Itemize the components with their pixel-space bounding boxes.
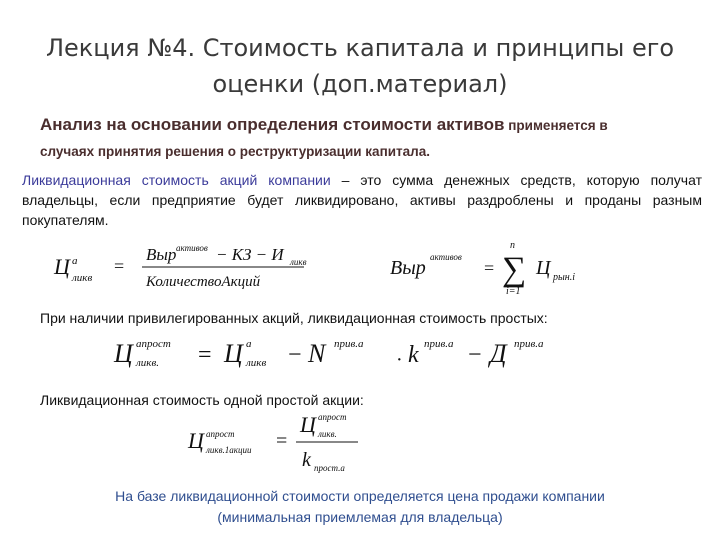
formula-common-shares [112,330,572,380]
f3-t2-sup: прив.а [334,338,364,350]
f2-lhs-main: Выр [390,257,426,279]
f1-lhs-main: Ц [54,254,70,279]
title-line-1: Лекция №4. Стоимость капитала и принципы его [45,34,675,62]
f4-num-sub: ликв. [318,429,337,439]
title-line-2: оценки (доп.материал) [212,70,508,98]
f3-t2-main: N [308,339,326,368]
definition-text: – это сумма денежных средств, которую получат владельцы, если предприятие будет ликвидировано, активы раздроблены и проданы разным покупателям. [22,172,702,228]
f3-t4-main: Д [490,339,507,368]
f3-equals: = [198,342,212,368]
f4-den-sub: прост.а [314,463,345,473]
f3-t3-main: k [408,342,419,368]
f2-lhs-sup: активов [430,252,462,262]
f3-t1-sup: a [246,338,252,350]
f4-lhs-main: Ц [188,428,204,453]
conclusion [40,486,680,528]
intro-paragraph [40,112,680,165]
f3-t4-sup: прив.а [514,338,544,350]
formula-single-share [186,408,386,478]
f4-lhs-sup: апрост [206,429,235,439]
preferred-shares-paragraph: При наличии привилегированных акций, ликвидационная стоимость простых: [40,310,548,326]
f3-lhs-sub: ликв. [136,357,159,369]
f1-num-rest: − КЗ − И [216,245,284,264]
f3-t1-sub: ликв [246,357,267,369]
f4-num-main: Ц [300,412,316,437]
f1-lhs-sub: ликв [72,272,93,284]
f1-denominator: КоличествоАкций [146,274,261,290]
f2-sum-top: n [510,240,515,251]
f3-t1-main: Ц [224,339,243,368]
f2-equals: = [484,258,495,278]
f2-sigma: ∑ [502,251,527,288]
single-share-paragraph: Ликвидационная стоимость одной простой акции: [40,392,364,408]
f1-num-rest-sub: ликв [290,257,307,267]
intro-part-1: Анализ на основании определения стоимости активов [40,115,505,134]
f3-lhs-main: Ц [114,339,133,368]
f4-num-sup: апрост [318,412,347,422]
f2-sum-bottom: i=1 [506,286,521,297]
slide-title [40,30,680,102]
f4-den-main: k [302,449,311,471]
f3-t3-sup: прив.а [424,338,454,350]
f3-minus-2: − [468,342,482,368]
conclusion-line-2: (минимальная приемлемая для владельца) [217,509,503,525]
formula-liquidation-value [52,240,312,296]
intro-line-2: случаях принятия решения о реструктуризации капитала. [40,144,430,159]
formula-assets-proceeds [388,240,598,300]
f1-lhs-sup: a [72,255,78,267]
f4-lhs-sub: ликв.1акции [206,445,252,455]
f1-equals: = [114,256,125,276]
conclusion-line-1: На базе ликвидационной стоимости определяется цена продажи компании [115,488,605,504]
f2-rhs-main: Ц [536,257,551,279]
f3-lhs-sup: апрост [136,338,171,350]
f1-num-main: Выр [146,245,177,264]
definition-paragraph [22,170,702,230]
definition-term: Ликвидационная стоимость акций компании [22,172,331,188]
f1-num-sup: активов [176,243,208,253]
f3-minus-1: − [288,342,302,368]
f2-rhs-sub: рын.i [553,272,576,283]
f4-equals: = [276,430,288,452]
f3-dot: · [396,349,403,371]
intro-part-2: применяется в [504,118,608,133]
